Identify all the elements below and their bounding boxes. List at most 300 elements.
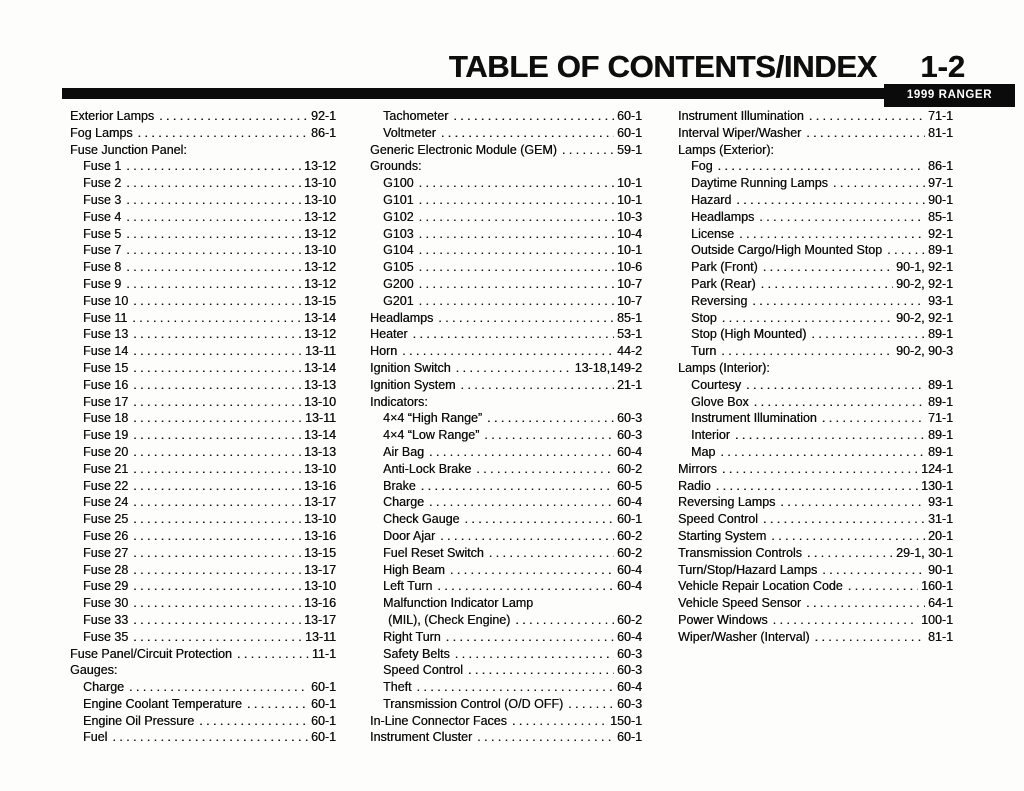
- dot-leader: [133, 377, 301, 394]
- toc-entry-page: 92-1: [927, 226, 953, 241]
- toc-entry-page: 13-10: [304, 192, 336, 207]
- toc-entry-page: 13-11: [304, 629, 336, 644]
- toc-entry-label: Fuse 22: [83, 478, 129, 493]
- toc-entry-page: 10-3: [616, 209, 642, 224]
- dot-leader: [455, 646, 614, 663]
- toc-entry: [370, 612, 642, 629]
- dot-leader: [722, 461, 918, 478]
- toc-entry-label: Fuse 17: [83, 394, 129, 409]
- toc-entry-label: Radio: [678, 478, 711, 493]
- dot-leader: [468, 662, 614, 679]
- toc-entry-label: Anti-Lock Brake: [383, 461, 472, 476]
- toc-entry: [70, 427, 336, 444]
- toc-entry: [370, 511, 642, 528]
- toc-entry-page: 60-3: [616, 428, 642, 443]
- toc-entry: [678, 108, 953, 125]
- dot-leader: [438, 310, 614, 327]
- dot-leader: [487, 410, 614, 427]
- dot-leader: [402, 343, 614, 360]
- toc-entry-page: 13-12: [304, 327, 336, 342]
- toc-entry-label: Fuse 29: [83, 579, 129, 594]
- toc-entry-label: Glove Box: [691, 394, 749, 409]
- toc-entry-label: Heater: [370, 327, 408, 342]
- toc-entry-label: Grounds:: [370, 159, 422, 174]
- toc-entry: [370, 125, 642, 142]
- toc-entry-page: 20-1: [927, 528, 953, 543]
- dot-leader: [456, 360, 572, 377]
- toc-entry-page: 93-1: [927, 293, 953, 308]
- toc-entry: [370, 427, 642, 444]
- toc-entry-page: 90-2, 90-3: [896, 344, 953, 359]
- dot-leader: [446, 629, 614, 646]
- toc-entry: [678, 276, 953, 293]
- toc-entry-label: Hazard: [691, 192, 732, 207]
- dot-leader: [720, 444, 925, 461]
- toc-entry-label: Fuel: [83, 730, 108, 745]
- toc-entry: [70, 461, 336, 478]
- toc-entry-label: Park (Rear): [691, 276, 756, 291]
- dot-leader: [848, 578, 918, 595]
- toc-entry-label: Fuse 20: [83, 444, 129, 459]
- dot-leader: [133, 343, 302, 360]
- toc-entry: [678, 209, 953, 226]
- toc-entry-label: Fuse 28: [83, 562, 129, 577]
- dot-leader: [477, 729, 614, 746]
- toc-entry-label: Interior: [691, 428, 730, 443]
- dot-leader: [484, 427, 614, 444]
- dot-leader: [746, 377, 925, 394]
- toc-entry-page: 89-1: [927, 327, 953, 342]
- toc-entry-page: 59-1: [616, 142, 642, 157]
- toc-entry: [70, 226, 336, 243]
- toc-entry-page: 81-1: [927, 629, 953, 644]
- toc-entry-label: Malfunction Indicator Lamp: [383, 596, 534, 611]
- toc-entry-label: Fuse 3: [83, 192, 122, 207]
- toc-entry: [678, 310, 953, 327]
- toc-entry-label: Fuel Reset Switch: [383, 545, 484, 560]
- toc-entry-page: 60-3: [616, 663, 642, 678]
- toc-entry-page: 71-1: [927, 109, 953, 123]
- dot-leader: [421, 478, 614, 495]
- toc-entry: [70, 528, 336, 545]
- dot-leader: [735, 427, 925, 444]
- dot-leader: [199, 713, 308, 730]
- toc-group-heading: [70, 662, 336, 679]
- dot-leader: [806, 595, 925, 612]
- toc-entry-label: License: [691, 226, 735, 241]
- toc-entry-page: 53-1: [616, 327, 642, 342]
- toc-entry: [370, 528, 642, 545]
- toc-entry-label: Fuse 9: [83, 276, 122, 291]
- toc-entry: [70, 410, 336, 427]
- toc-entry-label: Fuse 21: [83, 461, 129, 476]
- toc-entry-page: 13-12: [304, 159, 336, 174]
- toc-entry: [370, 478, 642, 495]
- toc-entry-page: 13-10: [304, 394, 336, 409]
- toc-entry-label: Fuse 16: [83, 377, 129, 392]
- dot-leader: [515, 612, 614, 629]
- toc-entry-page: 90-2, 92-1: [896, 276, 953, 291]
- toc-entry-label: High Beam: [383, 562, 445, 577]
- toc-entry: [70, 494, 336, 511]
- toc-entry-label: Fuse 5: [83, 226, 122, 241]
- toc-entry-label: 4×4 “High Range”: [383, 411, 483, 426]
- toc-entry: [70, 696, 336, 713]
- toc-entry-page: 21-1: [616, 377, 642, 392]
- toc-entry-page: 60-1: [616, 512, 642, 527]
- dot-leader: [887, 242, 925, 259]
- toc-entry-label: Outside Cargo/High Mounted Stop: [691, 243, 883, 258]
- toc-entry-label: Fuse 11: [83, 310, 128, 325]
- toc-entry-label: Wiper/Washer (Interval): [678, 629, 810, 644]
- toc-entry-label: Fuse 25: [83, 512, 129, 527]
- dot-leader: [739, 226, 925, 243]
- toc-entry-label: Ignition System: [370, 377, 456, 392]
- toc-entry: [370, 360, 642, 377]
- toc-entry-label: Air Bag: [383, 444, 424, 459]
- toc-entry: [678, 125, 953, 142]
- toc-entry-label: Vehicle Speed Sensor: [678, 596, 802, 611]
- toc-entry: [678, 394, 953, 411]
- toc-entry-page: 60-2: [616, 528, 642, 543]
- toc-entry-page: 60-2: [616, 461, 642, 476]
- toc-entry-page: 13-15: [304, 293, 336, 308]
- toc-entry: [370, 175, 642, 192]
- toc-entry-label: Fuse 7: [83, 243, 122, 258]
- dot-leader: [133, 326, 301, 343]
- toc-entry-label: Interval Wiper/Washer: [678, 125, 802, 140]
- toc-entry-label: Turn/Stop/Hazard Lamps: [678, 562, 818, 577]
- toc-entry-page: 10-1: [616, 192, 642, 207]
- toc-entry-page: 29-1, 30-1: [896, 545, 953, 560]
- toc-entry: [70, 360, 336, 377]
- dot-leader: [807, 545, 893, 562]
- dot-leader: [126, 158, 301, 175]
- toc-entry: [678, 427, 953, 444]
- toc-entry-label: Ignition Switch: [370, 360, 451, 375]
- toc-group-heading: [678, 360, 953, 377]
- toc-entry-label: Fuse 27: [83, 545, 129, 560]
- toc-entry-page: 13-12: [304, 209, 336, 224]
- page-title: TABLE OF CONTENTS/INDEX: [448, 49, 877, 84]
- dot-leader: [833, 175, 925, 192]
- toc-entry-label: Safety Belts: [383, 646, 450, 661]
- toc-entry-label: Starting System: [678, 528, 767, 543]
- dot-leader: [132, 310, 301, 327]
- dot-leader: [450, 562, 614, 579]
- toc-entry-label: In-Line Connector Faces: [370, 713, 507, 728]
- toc-entry-label: Transmission Controls: [678, 545, 802, 560]
- toc-entry: [678, 562, 953, 579]
- toc-entry-label: Headlamps: [691, 209, 755, 224]
- toc-entry: [370, 310, 642, 327]
- toc-entry: [370, 343, 642, 360]
- toc-entry: [70, 209, 336, 226]
- dot-leader: [811, 326, 925, 343]
- dot-leader: [460, 377, 614, 394]
- toc-entry: [370, 226, 642, 243]
- toc-entry: [70, 242, 336, 259]
- toc-entry-page: 13-16: [304, 528, 336, 543]
- toc-entry-page: 60-2: [616, 612, 642, 627]
- toc-entry-label: Headlamps: [370, 310, 434, 325]
- dot-leader: [419, 175, 614, 192]
- toc-entry-label: Fuse 18: [83, 411, 129, 426]
- toc-entry: [70, 612, 336, 629]
- toc-entry-label: Fuse 33: [83, 612, 129, 627]
- toc-entry-page: 10-7: [616, 276, 642, 291]
- toc-entry-label: G102: [383, 209, 414, 224]
- toc-entry-label: Park (Front): [691, 260, 758, 275]
- dot-leader: [133, 444, 301, 461]
- toc-entry: [70, 259, 336, 276]
- toc-entry: [70, 293, 336, 310]
- toc-entry: [370, 259, 642, 276]
- toc-entry-label: Reversing: [691, 293, 748, 308]
- toc-entry-page: 13-18,149-2: [574, 360, 642, 375]
- toc-entry-label: Fuse 30: [83, 596, 129, 611]
- dot-leader: [754, 394, 925, 411]
- index-column-1: [70, 108, 336, 746]
- toc-entry-page: 44-2: [616, 344, 642, 359]
- toc-entry: [70, 729, 336, 746]
- toc-entry-label: Power Windows: [678, 612, 768, 627]
- toc-entry-label: Horn: [370, 344, 398, 359]
- dot-leader: [429, 494, 614, 511]
- toc-entry-page: 10-1: [616, 176, 642, 191]
- toc-entry-page: 13-16: [304, 478, 336, 493]
- toc-entry-page: 60-4: [616, 495, 642, 510]
- toc-entry-label: Instrument Illumination: [691, 411, 817, 426]
- toc-entry-page: 89-1: [927, 394, 953, 409]
- toc-entry: [370, 578, 642, 595]
- toc-entry-label: Right Turn: [383, 629, 441, 644]
- toc-entry-page: 13-14: [304, 428, 336, 443]
- toc-entry-label: Transmission Control (O/D OFF): [383, 696, 564, 711]
- toc-entry: [678, 528, 953, 545]
- toc-entry-page: 60-4: [616, 629, 642, 644]
- toc-group-heading: [370, 158, 642, 175]
- toc-entry-page: 60-3: [616, 696, 642, 711]
- toc-entry: [370, 242, 642, 259]
- dot-leader: [771, 528, 925, 545]
- toc-entry: [678, 293, 953, 310]
- toc-entry-label: Instrument Illumination: [678, 109, 804, 123]
- dot-leader: [512, 713, 607, 730]
- toc-entry: [70, 478, 336, 495]
- toc-entry-page: 13-13: [304, 444, 336, 459]
- toc-entry: [678, 595, 953, 612]
- toc-entry: [370, 679, 642, 696]
- toc-entry-label: Lamps (Exterior):: [678, 142, 774, 157]
- toc-entry-label: Indicators:: [370, 394, 428, 409]
- toc-entry-label: Theft: [383, 680, 412, 695]
- dot-leader: [133, 360, 301, 377]
- toc-entry-page: 60-1: [310, 730, 336, 745]
- toc-entry: [70, 444, 336, 461]
- toc-entry-label: Tachometer: [383, 109, 449, 123]
- toc-entry-label: Fog: [691, 159, 713, 174]
- toc-entry: [370, 629, 642, 646]
- toc-entry-page: 13-17: [304, 495, 336, 510]
- toc-entry: [70, 511, 336, 528]
- toc-entry-page: 90-2, 92-1: [896, 310, 953, 325]
- dot-leader: [429, 444, 614, 461]
- toc-entry: [678, 511, 953, 528]
- toc-entry: [678, 158, 953, 175]
- dot-leader: [759, 209, 925, 226]
- toc-entry-label: Lamps (Interior):: [678, 360, 770, 375]
- toc-entry: [370, 108, 642, 125]
- toc-entry-page: 60-2: [616, 545, 642, 560]
- toc-group-heading: [70, 142, 336, 159]
- toc-entry-page: 60-1: [616, 125, 642, 140]
- toc-entry-page: 60-3: [616, 411, 642, 426]
- toc-entry: [370, 545, 642, 562]
- toc-entry-page: 13-11: [304, 411, 336, 426]
- toc-group-heading: [678, 142, 953, 159]
- toc-entry: [370, 444, 642, 461]
- toc-entry-page: 85-1: [927, 209, 953, 224]
- toc-entry-page: 90-1: [927, 562, 953, 577]
- toc-entry-page: 89-1: [927, 428, 953, 443]
- toc-entry: [678, 192, 953, 209]
- toc-entry: [678, 343, 953, 360]
- toc-entry-page: 85-1: [616, 310, 642, 325]
- dot-leader: [722, 310, 893, 327]
- dot-leader: [138, 125, 308, 142]
- dot-leader: [761, 276, 893, 293]
- toc-entry-label: Fuse 15: [83, 360, 129, 375]
- toc-entry-label: Fuse 13: [83, 327, 129, 342]
- dot-leader: [476, 461, 614, 478]
- toc-entry-page: 10-1: [616, 243, 642, 258]
- dot-leader: [133, 478, 301, 495]
- model-year-badge: 1999 RANGER: [884, 84, 1015, 107]
- toc-entry: [370, 562, 642, 579]
- dot-leader: [419, 242, 614, 259]
- toc-entry: [370, 662, 642, 679]
- toc-entry: [370, 142, 642, 159]
- toc-entry-label: Fuse 14: [83, 344, 129, 359]
- toc-entry-page: 60-1: [310, 713, 336, 728]
- dot-leader: [133, 528, 301, 545]
- toc-entry: [370, 595, 642, 612]
- toc-entry: [370, 276, 642, 293]
- toc-entry-label: Instrument Cluster: [370, 730, 473, 745]
- toc-entry-label: Fuse 10: [83, 293, 129, 308]
- toc-entry-label: Fuse Panel/Circuit Protection: [70, 646, 232, 661]
- toc-entry: [678, 410, 953, 427]
- toc-entry-label: Courtesy: [691, 377, 742, 392]
- toc-entry-page: 13-10: [304, 176, 336, 191]
- dot-leader: [133, 545, 301, 562]
- toc-entry-label: Fog Lamps: [70, 125, 133, 140]
- toc-entry: [370, 209, 642, 226]
- toc-entry: [70, 679, 336, 696]
- dot-leader: [133, 629, 302, 646]
- dot-leader: [806, 125, 925, 142]
- dot-leader: [721, 343, 893, 360]
- dot-leader: [133, 612, 301, 629]
- toc-entry: [678, 226, 953, 243]
- toc-entry-page: 10-7: [616, 293, 642, 308]
- toc-entry-label: Daytime Running Lamps: [691, 176, 828, 191]
- toc-entry-label: G103: [383, 226, 414, 241]
- toc-entry: [678, 242, 953, 259]
- toc-entry-page: 90-1: [927, 192, 953, 207]
- toc-entry-label: Charge: [83, 680, 124, 695]
- section-page-number: 1-2: [920, 49, 965, 84]
- dot-leader: [112, 729, 308, 746]
- toc-entry-page: 89-1: [927, 377, 953, 392]
- toc-entry-label: Fuse 1: [83, 159, 122, 174]
- toc-entry: [678, 545, 953, 562]
- toc-entry: [70, 713, 336, 730]
- dot-leader: [419, 276, 614, 293]
- toc-entry: [678, 326, 953, 343]
- toc-entry-label: Fuse 2: [83, 176, 122, 191]
- toc-entry: [70, 578, 336, 595]
- toc-entry-page: 93-1: [927, 495, 953, 510]
- dot-leader: [736, 192, 925, 209]
- dot-leader: [237, 646, 309, 663]
- dot-leader: [419, 209, 614, 226]
- toc-entry: [370, 192, 642, 209]
- toc-entry-page: 10-6: [616, 260, 642, 275]
- toc-entry-label: G104: [383, 243, 414, 258]
- toc-entry-label: Stop (High Mounted): [691, 327, 807, 342]
- dot-leader: [417, 679, 614, 696]
- dot-leader: [126, 276, 301, 293]
- toc-entry: [370, 410, 642, 427]
- toc-entry-page: 160-1: [921, 579, 953, 594]
- toc-entry: [678, 259, 953, 276]
- toc-entry-label: Voltmeter: [383, 125, 436, 140]
- toc-entry-page: 60-4: [616, 579, 642, 594]
- dot-leader: [126, 192, 301, 209]
- toc-entry-label: Map: [691, 444, 716, 459]
- header-divider-bar: [62, 88, 1015, 99]
- toc-entry: [370, 293, 642, 310]
- toc-entry: [70, 125, 336, 142]
- dot-leader: [419, 226, 614, 243]
- toc-entry-label: Fuse 19: [83, 428, 129, 443]
- toc-entry-page: 13-10: [304, 512, 336, 527]
- toc-entry-label: Engine Oil Pressure: [83, 713, 195, 728]
- toc-entry-label: Fuse 4: [83, 209, 122, 224]
- index-column-2: [370, 108, 642, 746]
- toc-entry-page: 71-1: [927, 411, 953, 426]
- dot-leader: [413, 326, 614, 343]
- dot-leader: [126, 209, 301, 226]
- toc-entry-label: Check Gauge: [383, 512, 460, 527]
- toc-entry-label: Exterior Lamps: [70, 109, 155, 123]
- toc-entry-page: 60-1: [616, 109, 642, 123]
- toc-entry-label: G201: [383, 293, 414, 308]
- dot-leader: [133, 461, 301, 478]
- toc-entry: [678, 444, 953, 461]
- toc-entry: [370, 326, 642, 343]
- toc-entry-label: G200: [383, 276, 414, 291]
- dot-leader: [133, 494, 301, 511]
- toc-entry-page: 13-16: [304, 596, 336, 611]
- toc-entry: [678, 175, 953, 192]
- toc-entry-page: 89-1: [927, 444, 953, 459]
- toc-entry-page: 13-12: [304, 260, 336, 275]
- dot-leader: [440, 528, 614, 545]
- toc-entry-label: (MIL), (Check Engine): [388, 612, 511, 627]
